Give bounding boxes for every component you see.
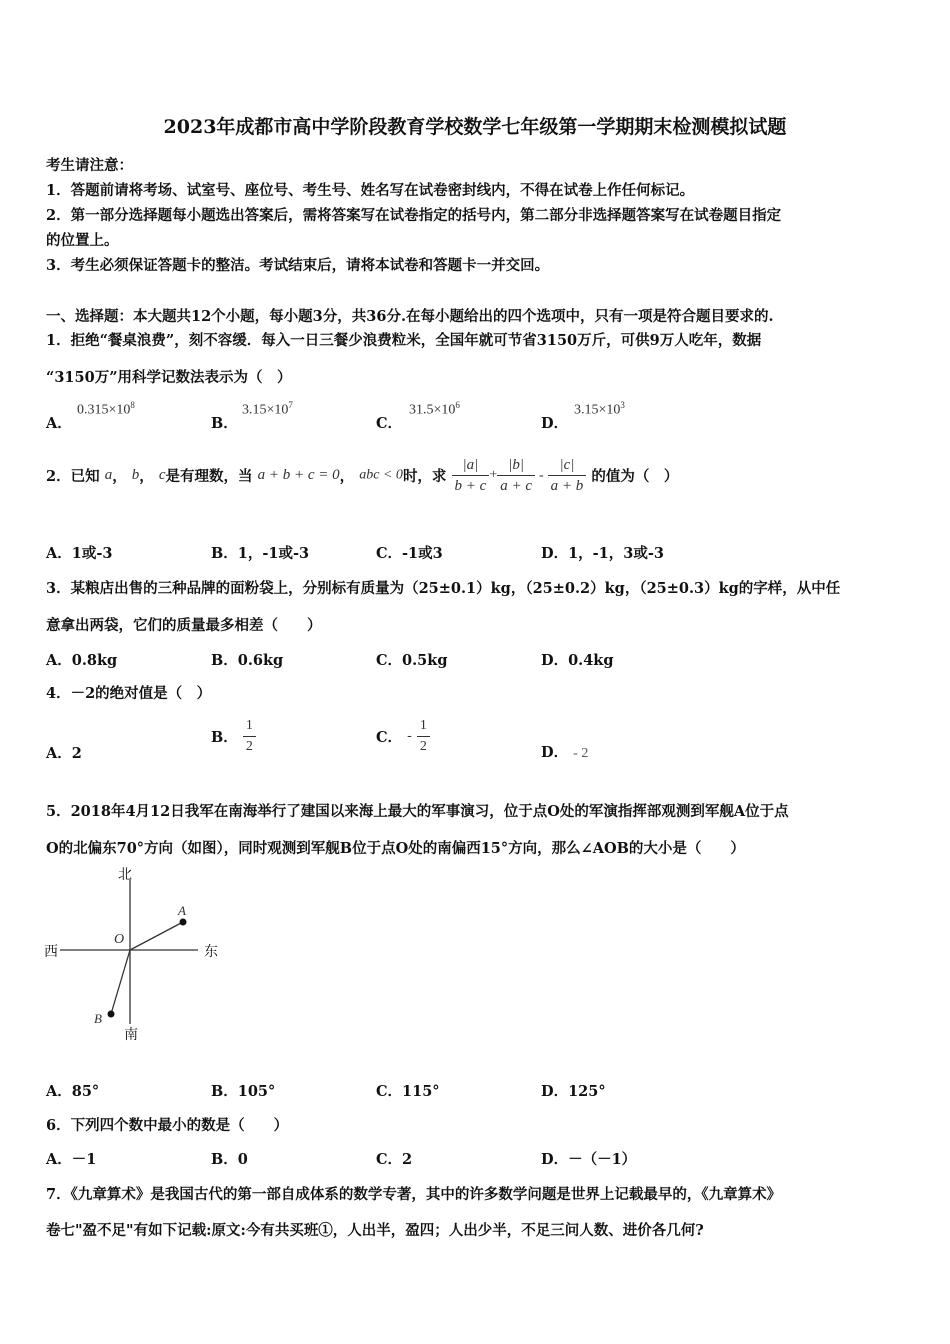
question-6-option: D．－（－1）	[541, 1151, 637, 1168]
ray-ob	[111, 950, 130, 1014]
option-label: C．	[376, 415, 403, 432]
point-a-label: A	[178, 903, 186, 918]
notice-item: 2．第一部分选择题每小题选出答案后，需将答案写在试卷指定的括号内，第二部分非选择题答案写在试卷题目指定	[46, 207, 782, 224]
question-6-option: B．0	[211, 1151, 248, 1168]
question-6-option: C．2	[376, 1151, 413, 1168]
notice-item: 的位置上。	[46, 232, 119, 249]
ray-oa	[130, 922, 183, 950]
notice-item: 3．考生必须保证答题卡的整洁。考试结束后，请将本试卷和答题卡一并交回。	[46, 257, 550, 274]
option-label: B．	[211, 415, 238, 432]
question-5-stem: 5．2018年4月12日我军在南海举行了建国以来海上最大的军事演习，位于点O处的军演指挥部观测到军舰A位于点	[46, 803, 789, 820]
question-4-option-d: D． - 2	[541, 744, 589, 761]
direction-figure	[40, 864, 230, 1044]
question-7-stem-cont: 卷七"盈不足"有如下记载:原文:今有共买班①，人出半，盈四；人出少半，不足三问人数、进价各几何?	[46, 1222, 704, 1239]
question-5-stem-cont: O的北偏东70°方向（如图），同时观测到军舰B位于点O处的南偏西15°方向，那么∠AOB的大小是（ ）	[46, 840, 745, 857]
question-5-option: B．105°	[211, 1083, 276, 1100]
question-2-option: A．1或-3	[46, 545, 113, 562]
option-a-value: $0.315\times 10^8$	[77, 400, 135, 418]
question-3-option: D．0.4kg	[541, 652, 614, 669]
question-6-option: A．－1	[46, 1151, 97, 1168]
question-2-option: D．1，-1，3或-3	[541, 545, 664, 562]
fraction-a: $\frac{|a|}{b + c}$	[452, 455, 490, 496]
question-3-stem-cont: 意拿出两袋，它们的质量最多相差（ ）	[46, 617, 322, 634]
question-6-stem: 6．下列四个数中最小的数是（ ）	[46, 1117, 289, 1134]
page-title: 2023年成都市高中学阶段教育学校数学七年级第一学期期末检测模拟试题	[163, 116, 787, 138]
point-b-label: B	[94, 1011, 102, 1026]
option-d-value: $3.15\times 10^3$	[574, 400, 625, 418]
question-2-option: B．1，-1或-3	[211, 545, 310, 562]
question-4-option-b: B． $\frac{1}{2}$	[211, 716, 256, 762]
south-label: 南	[124, 1026, 138, 1042]
question-5-option: C．115°	[376, 1083, 440, 1100]
question-5-option: A．85°	[46, 1083, 100, 1100]
question-5-option: D．125°	[541, 1083, 606, 1100]
point-b	[108, 1011, 115, 1018]
question-4-option-c: C． - $\frac{1}{2}$	[376, 716, 430, 762]
fraction-b: $\frac{|b|}{a + c}$	[497, 455, 535, 496]
option-b-value: $3.15\times 10^7$	[242, 400, 293, 418]
section-heading: 一、选择题：本大题共12个小题，每小题3分，共36分.在每小题给出的四个选项中，只有一项是符合题目要求的.	[46, 308, 774, 325]
question-3-option: C．0.5kg	[376, 652, 448, 669]
question-4-option-a: A．2	[46, 745, 82, 762]
origin-label: O	[114, 932, 125, 947]
question-3-option: A．0.8kg	[46, 652, 118, 669]
question-1-stem-cont: “3150万”用科学记数法表示为（ ）	[46, 369, 292, 386]
question-2-stem: 2．已知 a， b， c是有理数，当 a + b + c = 0， abc < 0时，求 $\frac{|a|}{b + c}$ + $\frac{|b|}{a + c}$ - $\frac{|c|}{a + b}$ 的值为（ ）	[46, 457, 679, 494]
east-label: 东	[204, 943, 218, 959]
fraction-c: $\frac{|c|}{a + b}$	[548, 455, 587, 496]
point-a	[180, 919, 187, 926]
notice-item: 1．答题前请将考场、试室号、座位号、考生号、姓名写在试卷密封线内，不得在试卷上作任何标记。	[46, 182, 695, 199]
question-1-options	[46, 398, 896, 432]
west-label: 西	[44, 943, 58, 959]
question-7-stem: 7．《九章算术》是我国古代的第一部自成体系的数学专著，其中的许多数学问题是世界上记载最早的，《九章算术》	[46, 1186, 782, 1203]
notice-heading: 考生请注意：	[46, 157, 133, 174]
question-4-stem: 4．－2的绝对值是（ ）	[46, 685, 212, 702]
north-label: 北	[118, 866, 132, 882]
option-c-value: $31.5\times 10^6$	[409, 400, 460, 418]
option-label: A．	[46, 415, 72, 432]
question-3-option: B．0.6kg	[211, 652, 284, 669]
option-label: D．	[541, 415, 569, 432]
question-1-stem: 1．拒绝“餐桌浪费”，刻不容缓．每入一日三餐少浪费粒米，全国年就可节省3150万斤，可供9万人吃年，数据	[46, 332, 762, 349]
question-2-option: C．-1或3	[376, 545, 443, 562]
question-3-stem: 3．某粮店出售的三种品牌的面粉袋上，分别标有质量为（25±0.1）kg，（25±0.2）kg，（25±0.3）kg的字样，从中任	[46, 580, 841, 597]
direction-diagram	[40, 864, 230, 1044]
